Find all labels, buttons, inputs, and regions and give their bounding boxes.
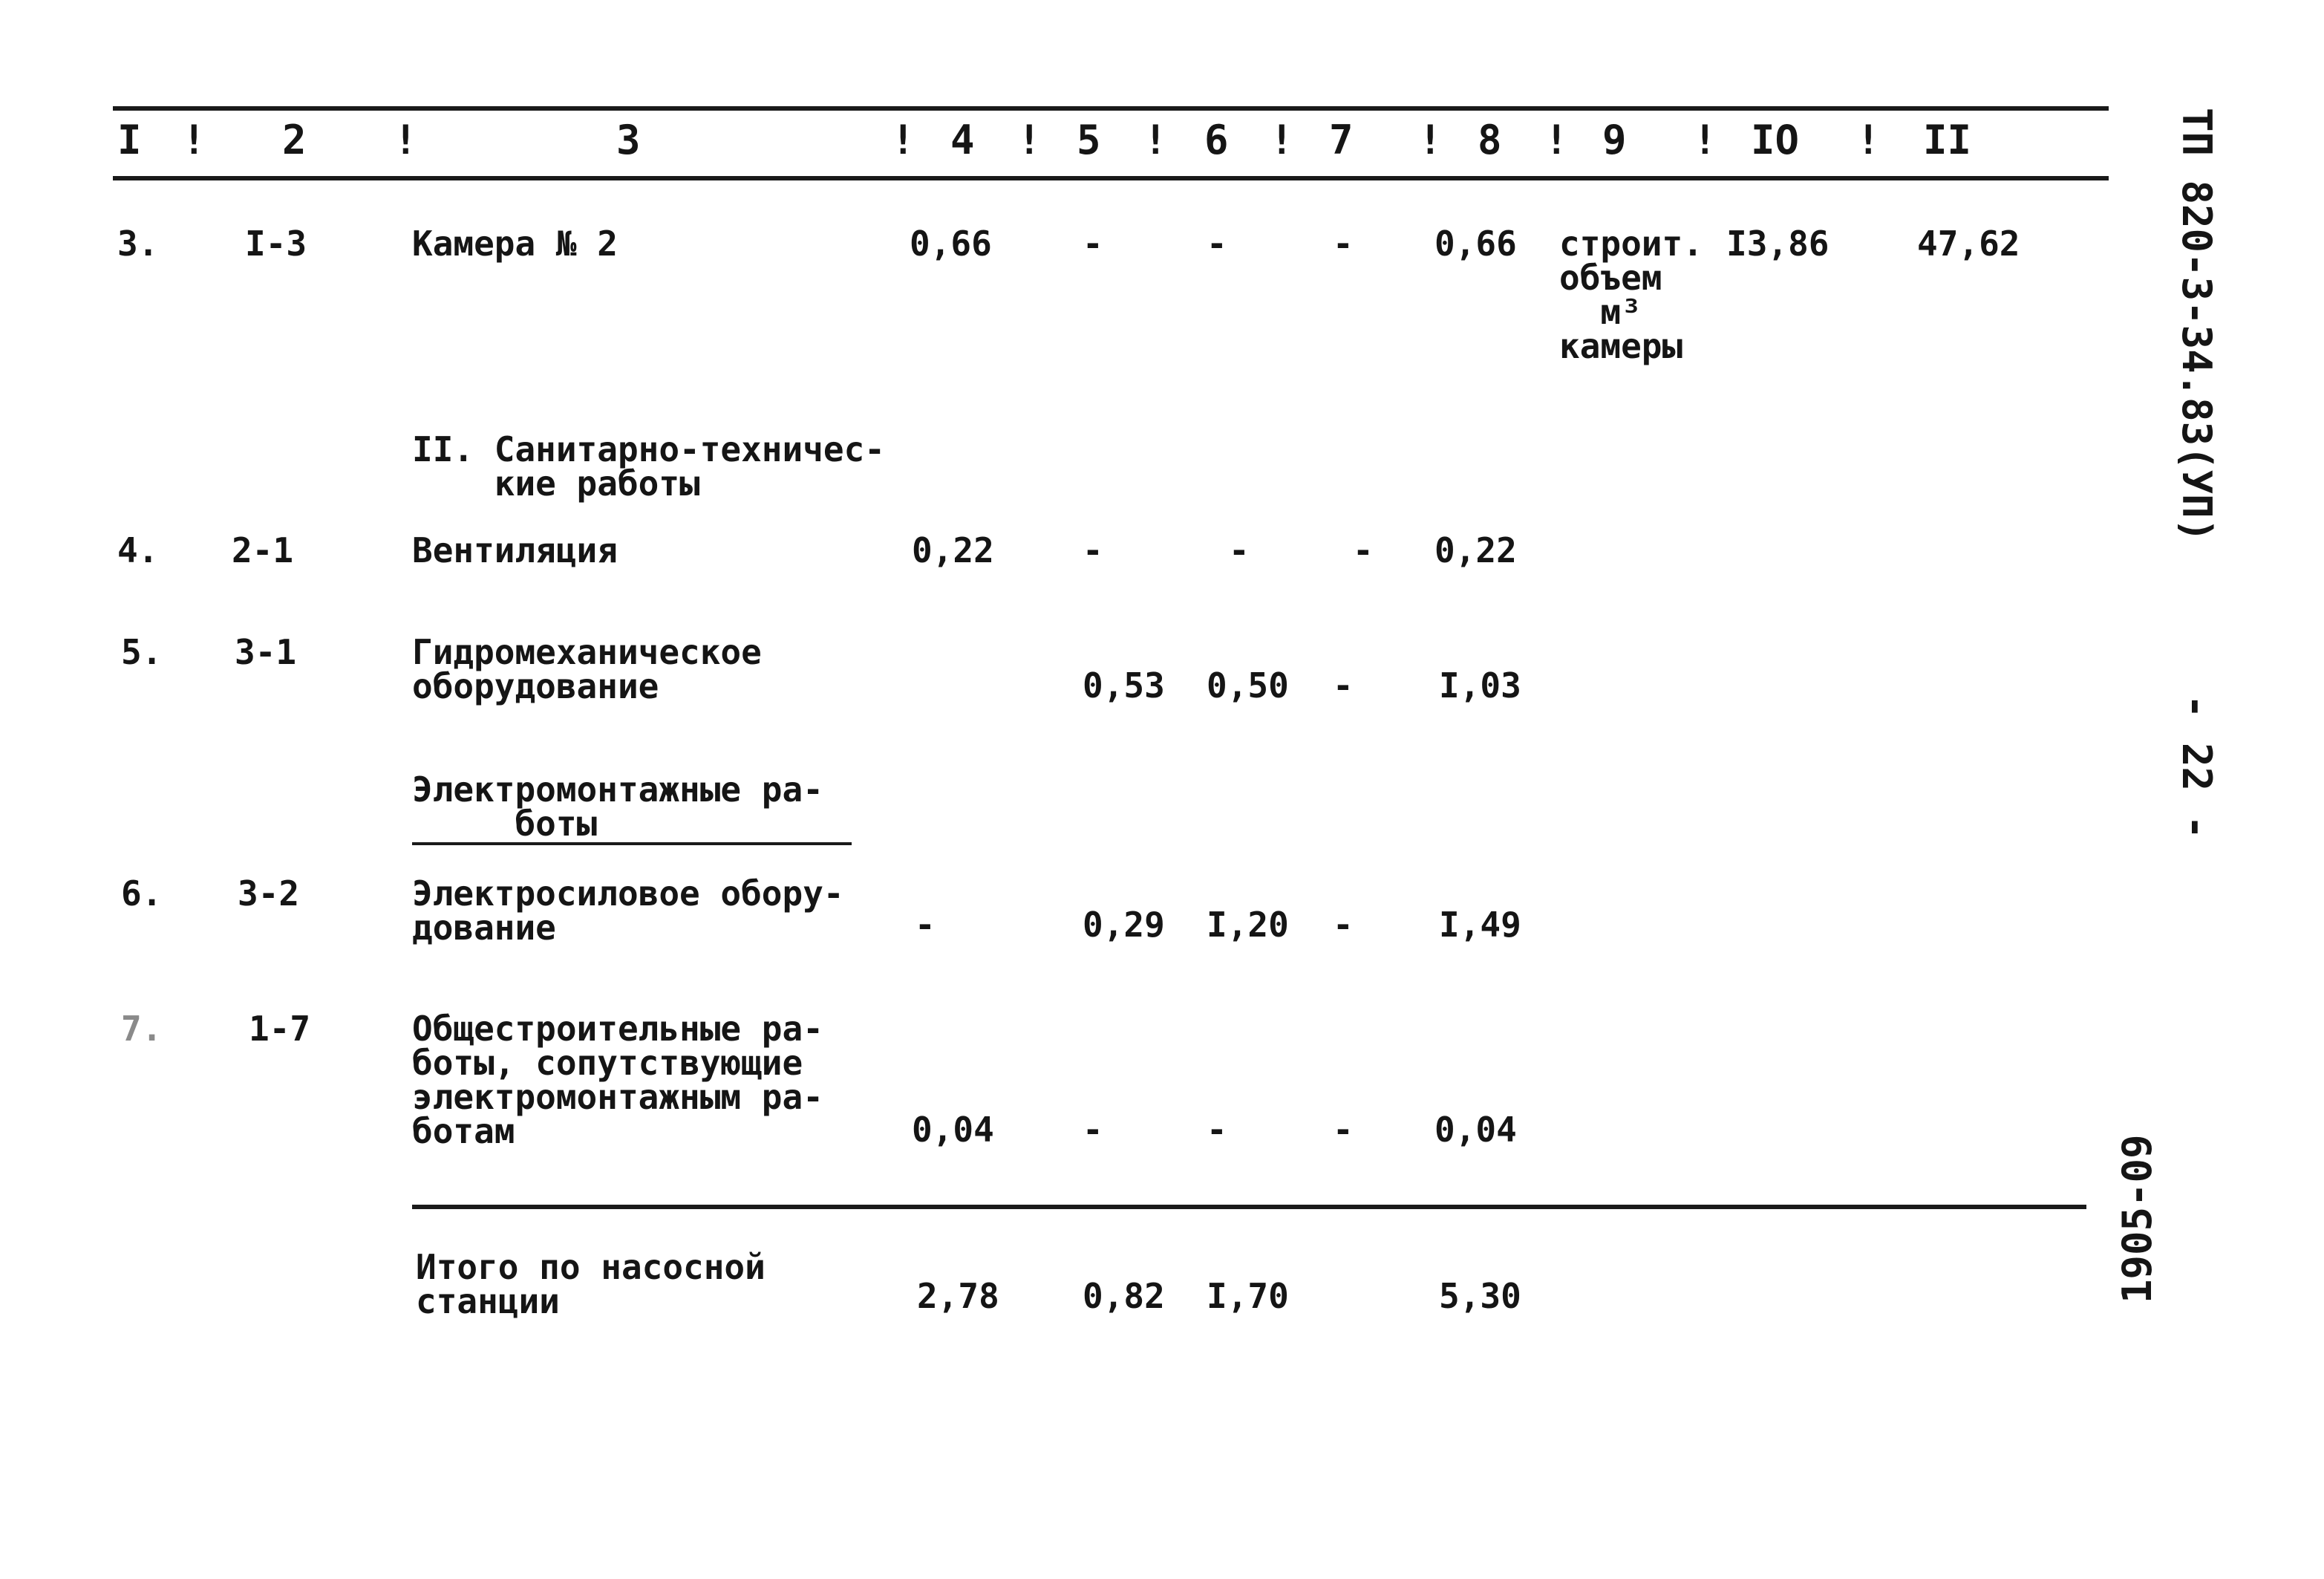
header-separator: ! (1143, 117, 1168, 163)
row-col7: - (1333, 224, 1354, 264)
header-col-9: 9 (1602, 117, 1627, 163)
total-col8: 5,30 (1439, 1276, 1521, 1316)
row-col7: - (1333, 905, 1354, 945)
row-col4: 0,04 (912, 1110, 994, 1150)
row-number: 4. (117, 530, 159, 570)
row-code: 2-1 (232, 530, 294, 570)
row-col4: - (915, 905, 936, 945)
header-col-10: IO (1751, 117, 1800, 163)
document-code: ТП 820-3-34.83(УП) (2173, 108, 2220, 543)
row-code: 3-1 (235, 632, 297, 672)
section-heading: II. Санитарно-техничес- кие работы (412, 429, 885, 504)
header-col-11: II (1923, 117, 1972, 163)
total-label: Итого по насосной станции (416, 1247, 766, 1321)
header-separator: ! (182, 117, 206, 163)
row-name: Общестроительные ра- боты, сопутствующие электромонтажным ра- ботам (412, 1009, 823, 1151)
row-col10: I3,86 (1726, 224, 1830, 264)
header-top-rule (113, 106, 2109, 111)
header-separator: ! (1856, 117, 1881, 163)
total-col6: I,70 (1207, 1276, 1289, 1316)
section-heading: Электромонтажные ра- боты (412, 772, 852, 845)
row-col11: 47,62 (1917, 224, 2020, 264)
row-col7: - (1333, 665, 1354, 706)
header-col-4: 4 (950, 117, 975, 163)
row-name: Электросиловое обору- дование (412, 873, 844, 948)
header-col-6: 6 (1204, 117, 1229, 163)
row-col6: - (1207, 224, 1227, 264)
row-col6: - (1229, 530, 1250, 570)
header-separator: ! (1544, 117, 1569, 163)
row-code: 3-2 (238, 873, 300, 914)
row-col6: 0,50 (1207, 665, 1289, 706)
row-col7: - (1353, 530, 1374, 570)
header-col-1: I (117, 117, 142, 163)
row-number: 6. (121, 873, 163, 914)
row-col8: I,49 (1439, 905, 1521, 945)
row-number: 5. (121, 632, 163, 672)
row-code: 1-7 (249, 1009, 311, 1049)
header-col-8: 8 (1478, 117, 1502, 163)
header-col-3: 3 (616, 117, 641, 163)
header-separator: ! (1418, 117, 1443, 163)
row-col9: строит. объем м³ камеры (1559, 224, 1703, 366)
page-number: - 22 - (2173, 694, 2220, 840)
header-separator: ! (891, 117, 915, 163)
row-name: Гидромеханическое оборудование (412, 632, 762, 706)
row-col5: 0,53 (1083, 665, 1165, 706)
row-col5: - (1083, 224, 1103, 264)
row-name: Камера № 2 (412, 224, 618, 264)
sheet-number: 1905-09 (2114, 1134, 2161, 1303)
header-separator: ! (1270, 117, 1294, 163)
row-col6: I,20 (1207, 905, 1289, 945)
row-col5: - (1083, 530, 1103, 570)
row-col7: - (1333, 1110, 1354, 1150)
row-code: I-3 (245, 224, 307, 264)
total-col5: 0,82 (1083, 1276, 1165, 1316)
row-col8: 0,22 (1434, 530, 1517, 570)
row-col6: - (1207, 1110, 1227, 1150)
total-rule (412, 1205, 2086, 1209)
row-col4: 0,22 (912, 530, 994, 570)
row-col8: 0,04 (1434, 1110, 1517, 1150)
row-col8: I,03 (1439, 665, 1521, 706)
total-col4: 2,78 (917, 1276, 999, 1316)
header-separator: ! (1017, 117, 1042, 163)
row-col8: 0,66 (1434, 224, 1517, 264)
header-col-5: 5 (1077, 117, 1101, 163)
row-col5: - (1083, 1110, 1103, 1150)
row-number: 3. (117, 224, 159, 264)
row-col5: 0,29 (1083, 905, 1165, 945)
row-name: Вентиляция (412, 530, 618, 570)
header-col-7: 7 (1329, 117, 1354, 163)
row-col4: 0,66 (910, 224, 992, 264)
header-bottom-rule (113, 176, 2109, 180)
header-col-2: 2 (282, 117, 307, 163)
header-separator: ! (1693, 117, 1717, 163)
header-separator: ! (394, 117, 418, 163)
row-number: 7. (121, 1009, 163, 1049)
